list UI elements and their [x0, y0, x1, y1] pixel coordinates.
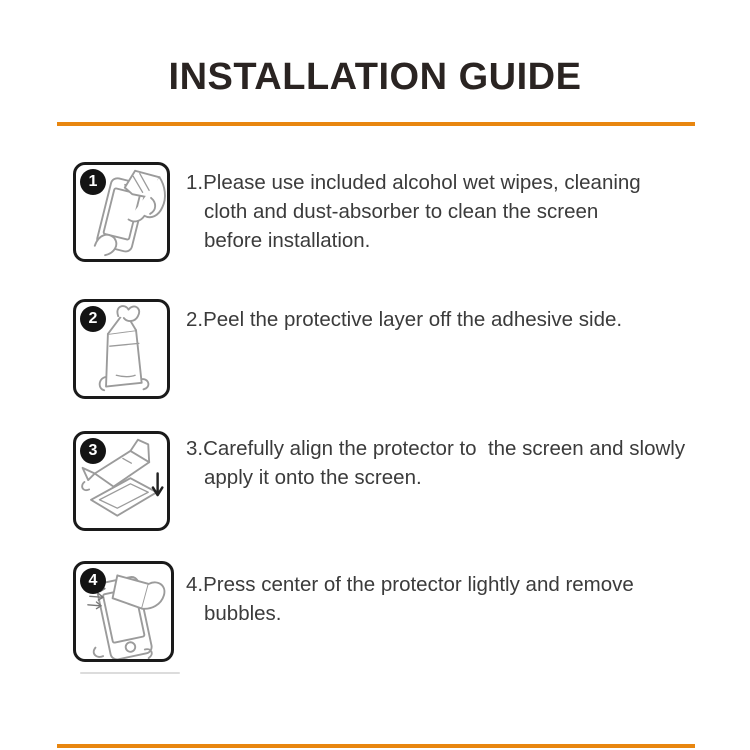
step-1-line-2: cloth and dust-absorber to clean the screen [204, 200, 599, 223]
step-3-number-badge: 3 [80, 438, 106, 464]
bottom-divider [57, 744, 695, 748]
scan-shadow-artifact [80, 672, 180, 674]
step-4-number-badge: 4 [80, 568, 106, 594]
step-1-number-badge: 1 [80, 169, 106, 195]
step-1-line-1: 1.Please use included alcohol wet wipes, cleaning [186, 171, 641, 194]
step-4-instruction [186, 570, 706, 628]
step-3-illustration-box [73, 431, 170, 531]
step-3-line-2: apply it onto the screen. [204, 466, 422, 489]
step-1-instruction [186, 168, 706, 255]
step-3-line-1: 3.Carefully align the protector to the screen and slowly [186, 437, 686, 460]
step-1-line-3: before installation. [204, 229, 371, 252]
step-1-illustration-box [73, 162, 170, 262]
step-2-illustration-box [73, 299, 170, 399]
step-3-instruction [186, 434, 706, 492]
step-2-number-badge: 2 [80, 306, 106, 332]
top-divider [57, 122, 695, 126]
step-4-line-1: 4.Press center of the protector lightly and remove [186, 573, 634, 596]
page-title: INSTALLATION GUIDE [168, 56, 582, 98]
step-4-illustration-box [73, 561, 174, 662]
step-4-line-2: bubbles. [204, 602, 282, 625]
step-2-line-1: 2.Peel the protective layer off the adhesive side. [186, 308, 623, 331]
step-2-instruction [186, 305, 706, 334]
